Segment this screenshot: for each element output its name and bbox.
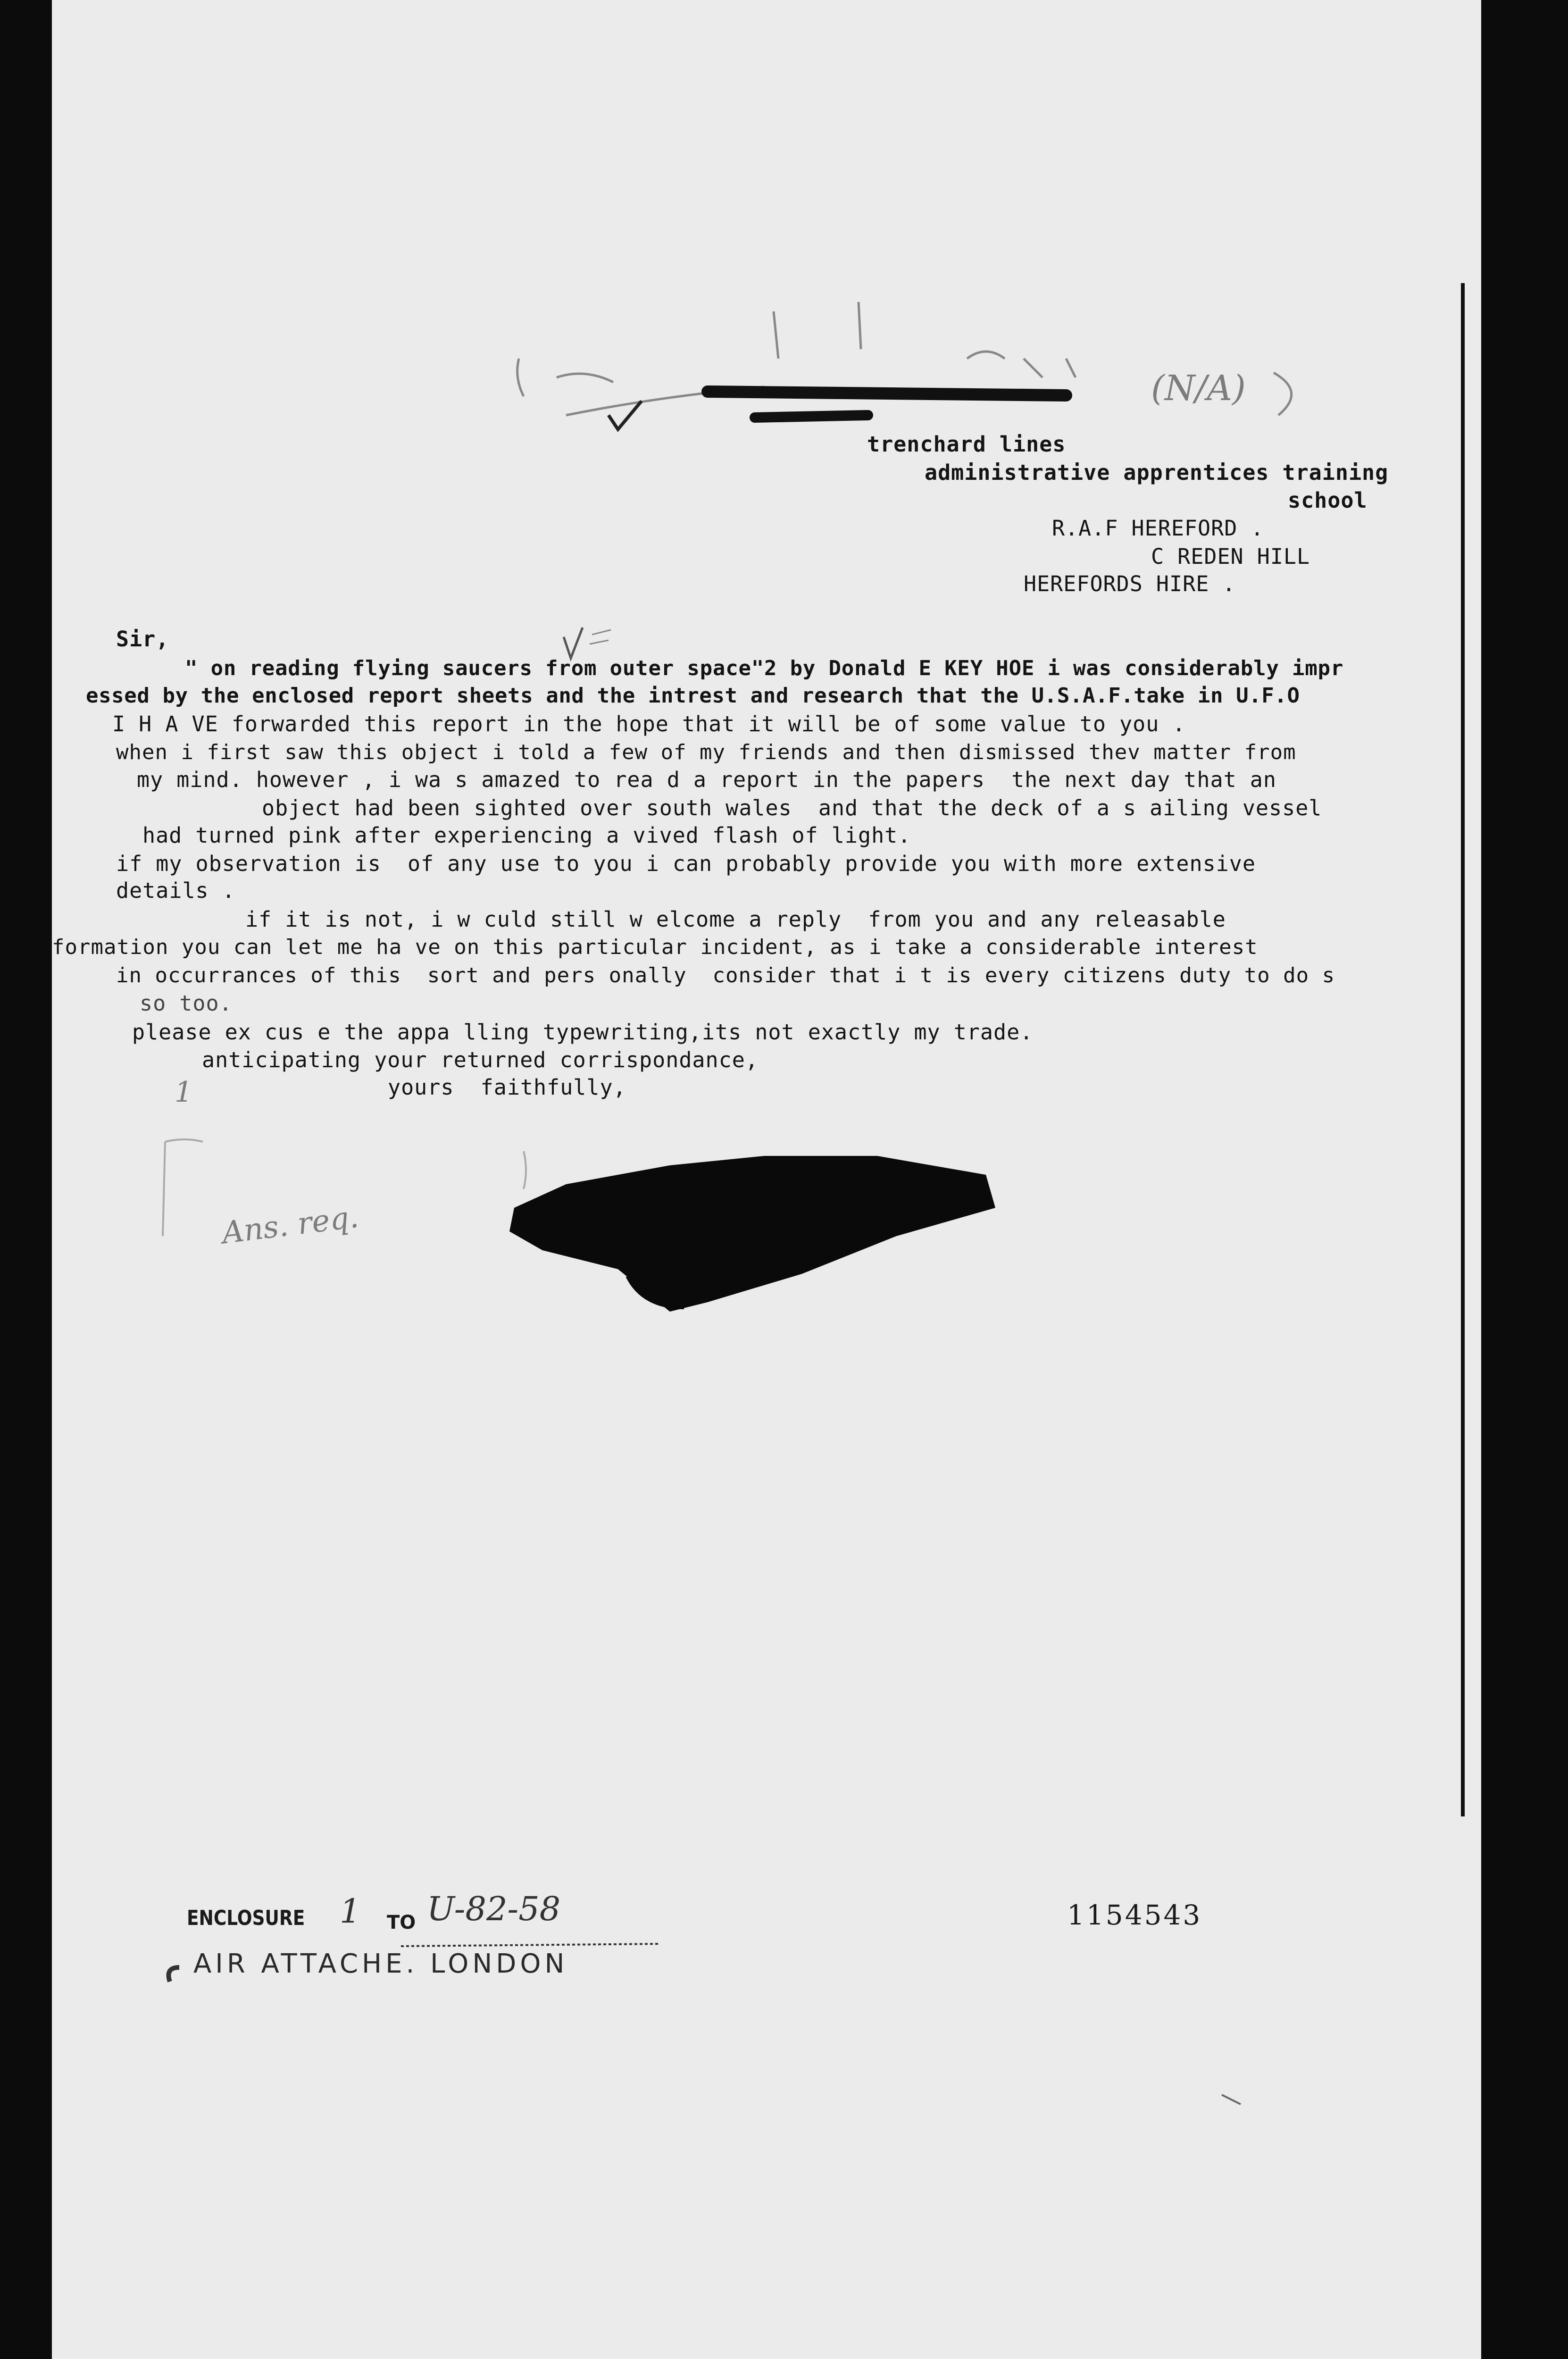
body-line: details . [116,878,235,903]
body-line: I H A VE forwarded this report in the hope that it will be of some value to you . [112,711,1186,736]
handwritten-margin-note: Ans. req. [220,1199,361,1251]
address-line-6: HEREFORDS HIRE . [1024,571,1236,596]
address-line-1: trenchard lines [867,432,1066,457]
address-line-3: school [1288,488,1368,513]
enclosure-label: ENCLOSURE [187,1906,305,1930]
stamp-dotted-line [401,1944,660,1946]
body-line: object had been sighted over south wales and that the deck of a s ailing vessel [262,795,1322,820]
body-line: please ex cus e the appa lling typewriting,its not exactly my trade. [132,1020,1034,1045]
to-value: U-82-58 [427,1890,561,1928]
office-stamp: AIR ATTACHE. LONDON [193,1949,568,1979]
handwritten-margin-number: 1 [175,1076,193,1109]
margin-bracket [163,1139,203,1236]
redaction-bar-top [708,392,1066,395]
stamp-mark [169,1967,180,1982]
body-line: formation you can let me ha ve on this particular incident, as i take a considerable interest [52,935,1258,959]
body-line: anticipating your returned corrispondance, [202,1047,759,1072]
margin-scribble [524,1151,526,1189]
to-label: TO [387,1912,416,1933]
body-line: in occurrances of this sort and pers onally consider that i t is every citizens duty to do s [116,963,1335,987]
address-line-2: administrative apprentices training [925,460,1389,485]
body-line: had turned pink after experiencing a vived flash of light. [142,823,911,848]
body-line: when i first saw this object i told a few of my friends and then dismissed thev matter from [116,740,1296,764]
redaction-bar-top-2 [755,415,868,418]
handwritten-top-note: (N/A) [1151,368,1246,409]
body-line: " on reading flying saucers from outer space"2 by Donald E KEY HOE i was considerably impr [185,656,1344,680]
tick-mark-icon [564,627,583,658]
body-line: if it is not, i w culd still w elcome a reply from you and any releasable [245,907,1226,932]
salutation: Sir, [116,627,169,652]
signature-redaction [509,1156,995,1312]
corner-mark [1222,2095,1241,2104]
address-line-4: R.A.F HEREFORD . [1052,516,1264,541]
body-line: if my observation is of any use to you i can probably provide you with more extensive [116,851,1256,876]
closing: yours faithfully, [388,1075,626,1100]
body-line: so too. [140,991,233,1016]
body-line: my mind. however , i wa s amazed to rea d a report in the papers the next day that an [137,767,1276,792]
body-line: essed by the enclosed report sheets and the intrest and research that the U.S.A.F.take in U.F.O [86,684,1300,708]
address-line-5: C REDEN HILL [1151,544,1310,569]
serial-number: 1154543 [1067,1899,1202,1931]
tick-mark-strokes [590,630,611,644]
enclosure-number: 1 [340,1892,361,1931]
